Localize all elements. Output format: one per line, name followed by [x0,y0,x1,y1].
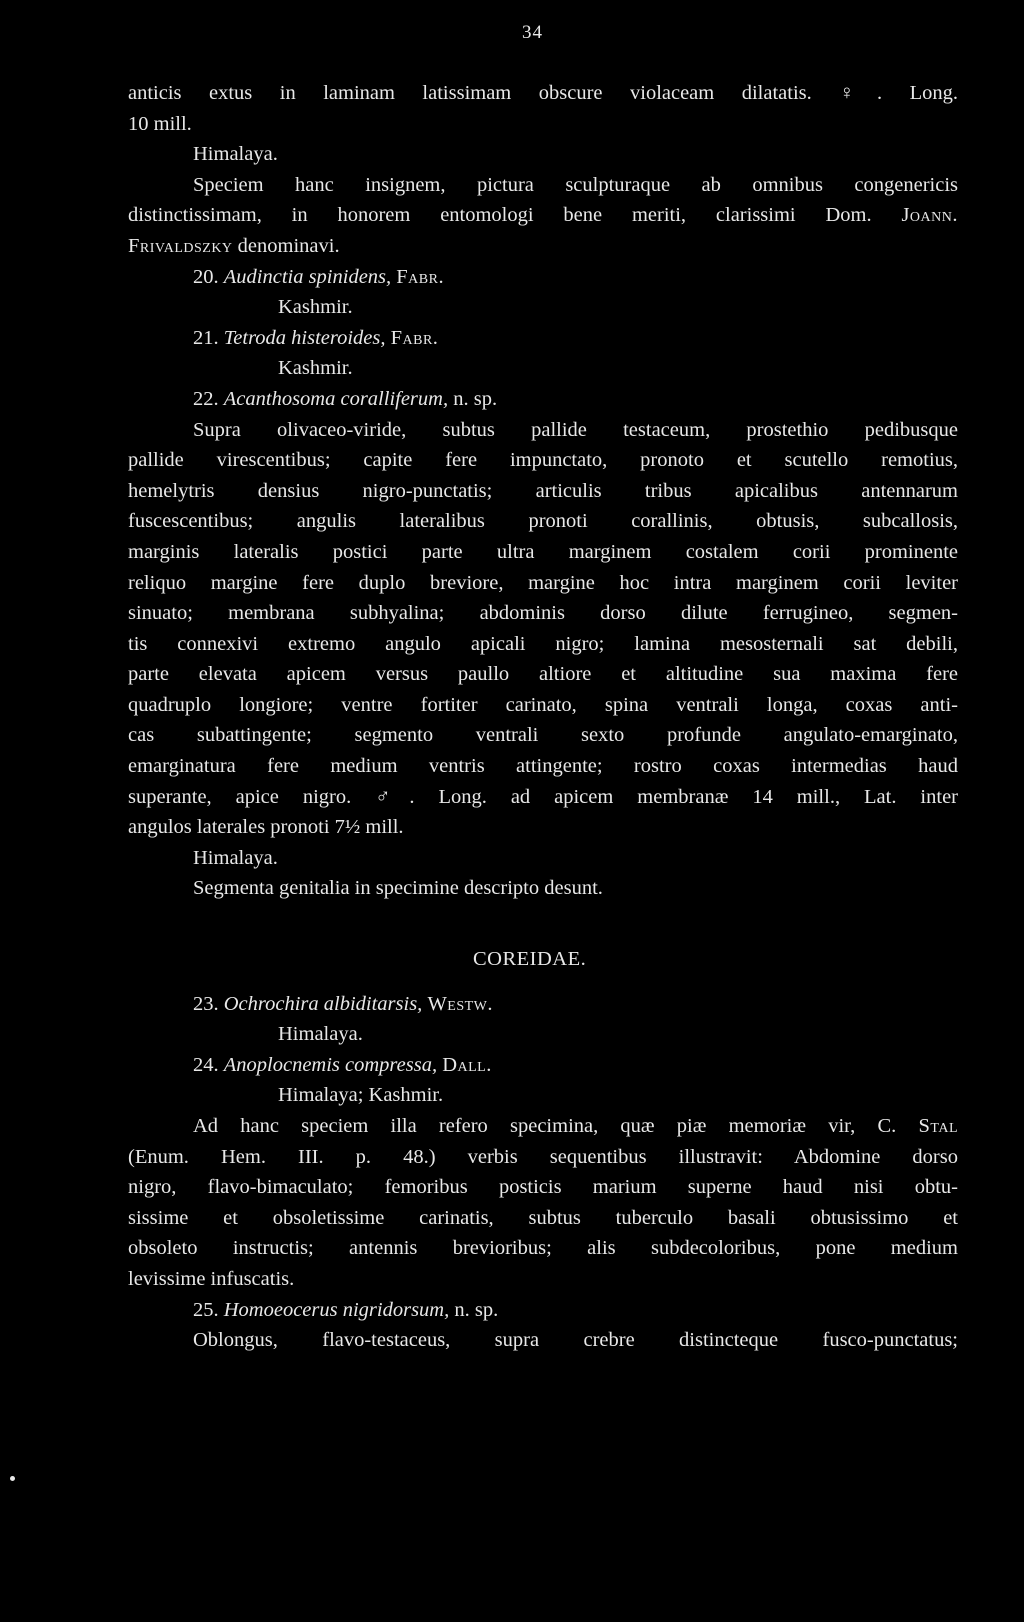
description-line: pallide virescentibus; capite fere impunctato, pronoto et scutello remotius, [128,449,958,472]
description-line: Oblongus, flavo-testaceus, supra crebre distincteque fusco-punctatus; [193,1329,958,1352]
locality-line: Himalaya. [193,143,278,166]
author-name: Stal [918,1115,959,1137]
description-line: tis connexivi extremo angulo apicali nigro; lamina mesosternali sat debili, [128,632,958,655]
page-number: 34 [522,22,543,43]
body-line: obsoleto instructis; antennis brevioribus; alis subdecoloribus, pone medium [128,1237,958,1260]
species-number: 20. [193,265,219,288]
species-entry-24 [128,1050,958,1081]
species-entry-20 [128,262,958,293]
scan-speck [10,1476,15,1481]
description-line: marginis lateralis postici parte ultra marginem costalem corii prominente [128,540,958,563]
species-name: Tetroda histeroides, [223,326,386,349]
species-author: Fabr. [396,265,445,288]
body-line [128,200,958,231]
locality-line: Himalaya. [278,1023,363,1046]
description-line: emarginatura fere medium ventris attingente; rostro coxas intermedias haud [128,755,958,778]
species-entry-23 [128,989,958,1020]
body-line: 10 mill. [128,112,192,135]
species-number: 21. [193,326,219,349]
description-line: parte elevata apicem versus paullo altiore et altitudine sua maxima fere [128,663,958,686]
species-name: Ochrochira albiditarsis, [223,992,423,1015]
description-line: Supra olivaceo-viride, subtus pallide testaceum, prostethio pedibusque [193,418,958,441]
author-name: Frivaldszky [128,234,233,257]
family-heading: COREIDAE. [473,948,587,971]
description-line: reliquo margine fere duplo breviore, margine hoc intra marginem corii leviter [128,571,958,594]
body-text: Ad hanc speciem illa refero specimina, quæ piæ memoriæ vir, C. [193,1115,897,1137]
species-name: Homoeocerus nigridorsum, [223,1298,450,1321]
species-name: Anoplocnemis compressa, [223,1053,438,1076]
species-number: 24. [193,1053,219,1076]
description-line: quadruplo longiore; ventre fortiter carinato, spina ventrali longa, coxas anti- [128,693,958,716]
body-text: denominavi. [237,234,340,257]
page-body [128,78,958,1356]
species-number: 22. [193,387,219,410]
species-number: 25. [193,1298,219,1321]
body-line [128,1111,958,1142]
species-author: Westw. [427,992,494,1015]
locality-line: Himalaya; Kashmir. [278,1084,444,1107]
body-line [128,231,958,262]
description-line: cas subattingente; segmento ventrali sexto profunde angulato-emarginato, [128,724,958,747]
species-status: n. sp. [453,387,498,410]
species-author: Fabr. [390,326,439,349]
species-entry-21 [128,323,958,354]
body-line: Speciem hanc insignem, pictura sculpturaque ab omnibus congenericis [193,173,958,196]
description-line: sinuato; membrana subhyalina; abdominis dorso dilute ferrugineo, segmen- [128,602,958,625]
body-line: anticis extus in laminam latissimam obscure violaceam dilatatis. ♀. Long. [128,82,958,104]
species-entry-22 [128,384,958,415]
species-name: Acanthosoma coralliferum, [223,387,449,410]
species-name: Audinctia spinidens, [223,265,392,288]
locality-line: Kashmir. [278,357,353,380]
locality-line: Himalaya. [193,846,278,869]
species-status: n. sp. [454,1298,499,1321]
species-number: 23. [193,992,219,1015]
species-author: Dall. [442,1053,492,1076]
body-line: (Enum. Hem. III. p. 48.) verbis sequentibus illustravit: Abdomine dorso [128,1145,958,1168]
description-line: hemelytris densius nigro-punctatis; articulis tribus apicalibus antennarum [128,479,958,502]
body-line: levissime infuscatis. [128,1267,295,1290]
description-line: angulos laterales pronoti 7½ mill. [128,816,404,839]
locality-line: Kashmir. [278,296,353,319]
body-line: nigro, flavo-bimaculato; femoribus posticis marium superne haud nisi obtu- [128,1176,958,1199]
body-text: distinctissimam, in honorem entomologi bene meriti, clarissimi Dom. [128,204,872,227]
author-name: Joann. [901,204,958,227]
description-line: fuscescentibus; angulis lateralibus pronoti corallinis, obtusis, subcallosis, [128,510,958,533]
body-line: sissime et obsoletissime carinatis, subtus tuberculo basali obtusissimo et [128,1206,958,1229]
description-line: superante, apice nigro. ♂. Long. ad apicem membranæ 14 mill., Lat. inter [128,785,958,808]
species-entry-25 [128,1295,958,1326]
note-line: Segmenta genitalia in specimine descripto desunt. [193,877,603,900]
